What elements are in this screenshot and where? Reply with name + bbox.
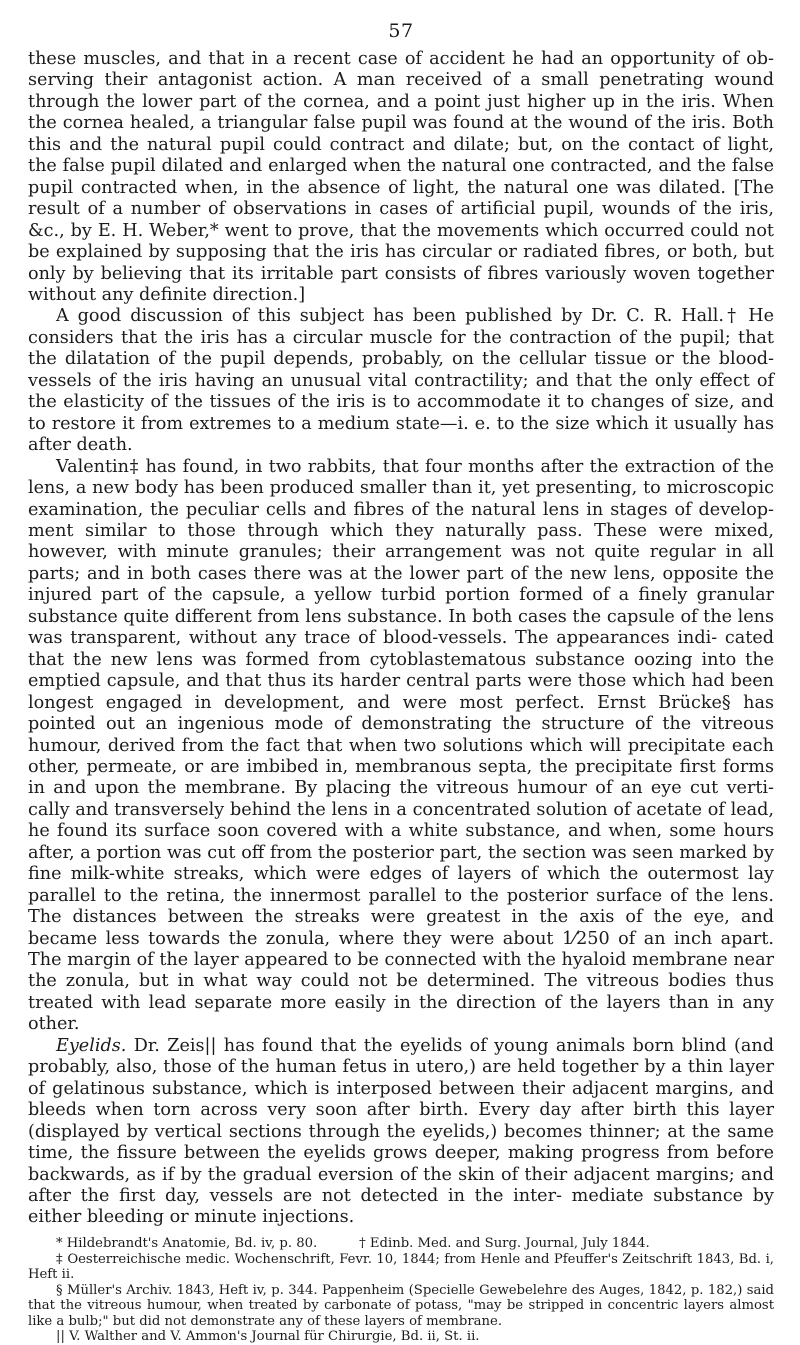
book-page <box>28 20 774 1345</box>
paragraph-eyelids <box>28 1036 774 1229</box>
footnote-oesterreichische: ‡ Oesterreichische medic. Wochenschrift, Fevr. 10, 1844; from Henle and Pfeuffer's Zeitschrift 1843, Bd. i, Heft ii. <box>28 1251 774 1283</box>
footnote-muller-archiv: § Müller's Archiv. 1843, Heft iv, p. 344. Pappenheim (Specielle Gewebelehre des Auges, 1842, p. 182,) said that the vitreous humour, when treated by carbonate of potass, "may be stripped in concentric layers almost like a bulb;" but did not demonstrate any of these layers of membrane. <box>28 1282 774 1329</box>
paragraph-hall-discussion: A good discussion of this subject has been published by Dr. C. R. Hall.† He considers that the iris has a circular muscle for the contraction of the pupil; that the dilatation of the pupil depends, probably, on the cellular tissue or the blood-vessels of the iris having an unusual vital contractility; and that the only effect of the elasticity of the tissues of the iris is to accommodate it to changes of size, and to restore it from extremes to a medium state—i. e. to the size which it usually has after death. <box>28 306 774 456</box>
footnotes <box>28 1236 774 1345</box>
body-text <box>28 49 774 1229</box>
paragraph-valentin-lens: Valentin‡ has found, in two rabbits, that four months after the extraction of the lens, a new body has been produced smaller than it, yet presenting, to microscopic examination, the peculiar cells and fibres of the natural lens in stages of develop- ment similar to those through which they naturally pass. These were mixed, however, with minute granules; their arrangement was not quite regular in all parts; and in both cases there was at the lower part of the new lens, opposite the injured part of the capsule, a yellow turbid portion formed of a finely granular substance quite different from lens substance. In both cases the capsule of the lens was transparent, without any trace of blood-vessels. The appearances indi- cated that the new lens was formed from cytoblastematous substance oozing into the emptied capsule, and that thus its harder central parts were those which had been longest engaged in development, and were most perfect. Ernst Brücke§ has pointed out an ingenious mode of demonstrating the structure of the vitreous humour, derived from the fact that when two solutions which will precipitate each other, permeate, or are imbibed in, membranous septa, the precipitate first forms in and upon the membrane. By placing the vitreous humour of an eye cut verti- cally and transversely behind the lens in a concentrated solution of acetate of lead, he found its surface soon covered with a white substance, and when, some hours after, a portion was cut off from the posterior part, the section was seen marked by fine milk-white streaks, which were edges of layers of which the outermost lay parallel to the retina, the innermost parallel to the posterior surface of the lens. The distances between the streaks were greatest in the axis of the eye, and became less towards the zonula, where they were about 1⁄250 of an inch apart. The margin of the layer appeared to be connected with the hyaloid membrane near the zonula, but in what way could not be determined. The vitreous bodies thus treated with lead separate more easily in the direction of the layers than in any other. <box>28 456 774 1035</box>
eyelids-text: Dr. Zeis|| has found that the eyelids of young animals born blind (and probably, also, those of the human fetus in utero,) are held together by a thin layer of gelatinous substance, which is interposed between their adjacent margins, and bleeds when torn across very soon after birth. Every day after birth this layer (displayed by vertical sections through the eyelids,) becomes thinner; at the same time, the fissure between the eyelids grows deeper, making progress from before backwards, as if by the gradual eversion of the skin of their adjacent margins; and after the first day, vessels are not detected in the inter- mediate substance by either bleeding or minute injections. <box>28 1035 774 1228</box>
footnote-walther-ammon: || V. Walther and V. Ammon's Journal für Chirurgie, Bd. ii, St. ii. <box>56 1329 480 1345</box>
eyelids-heading: Eyelids. <box>56 1035 127 1056</box>
paragraph-iris-antagonist-action: these muscles, and that in a recent case of accident he had an opportunity of ob- serving their antagonist action. A man received of a small penetrating wound through the lower part of the cornea, and a point just higher up in the iris. When the cornea healed, a triangular false pupil was found at the wound of the iris. Both this and the natural pupil could contract and dilate; but, on the contact of light, the false pupil dilated and enlarged when the natural one contracted, and the false pupil contracted when, in the absence of light, the natural one was dilated. [The result of a number of observations in cases of artificial pupil, wounds of the iris, &c., by E. H. Weber,* went to prove, that the movements which occurred could not be explained by supposing that the iris has circular or radiated fibres, or both, but only by believing that its irritable part consists of fibres variously woven together without any definite direction.] <box>28 49 774 305</box>
footnote-hildebrandt-edinb: * Hildebrandt's Anatomie, Bd. iv, p. 80. † Edinb. Med. and Surg. Journal, July 1844. <box>56 1235 650 1251</box>
page-number: 57 <box>388 20 414 42</box>
